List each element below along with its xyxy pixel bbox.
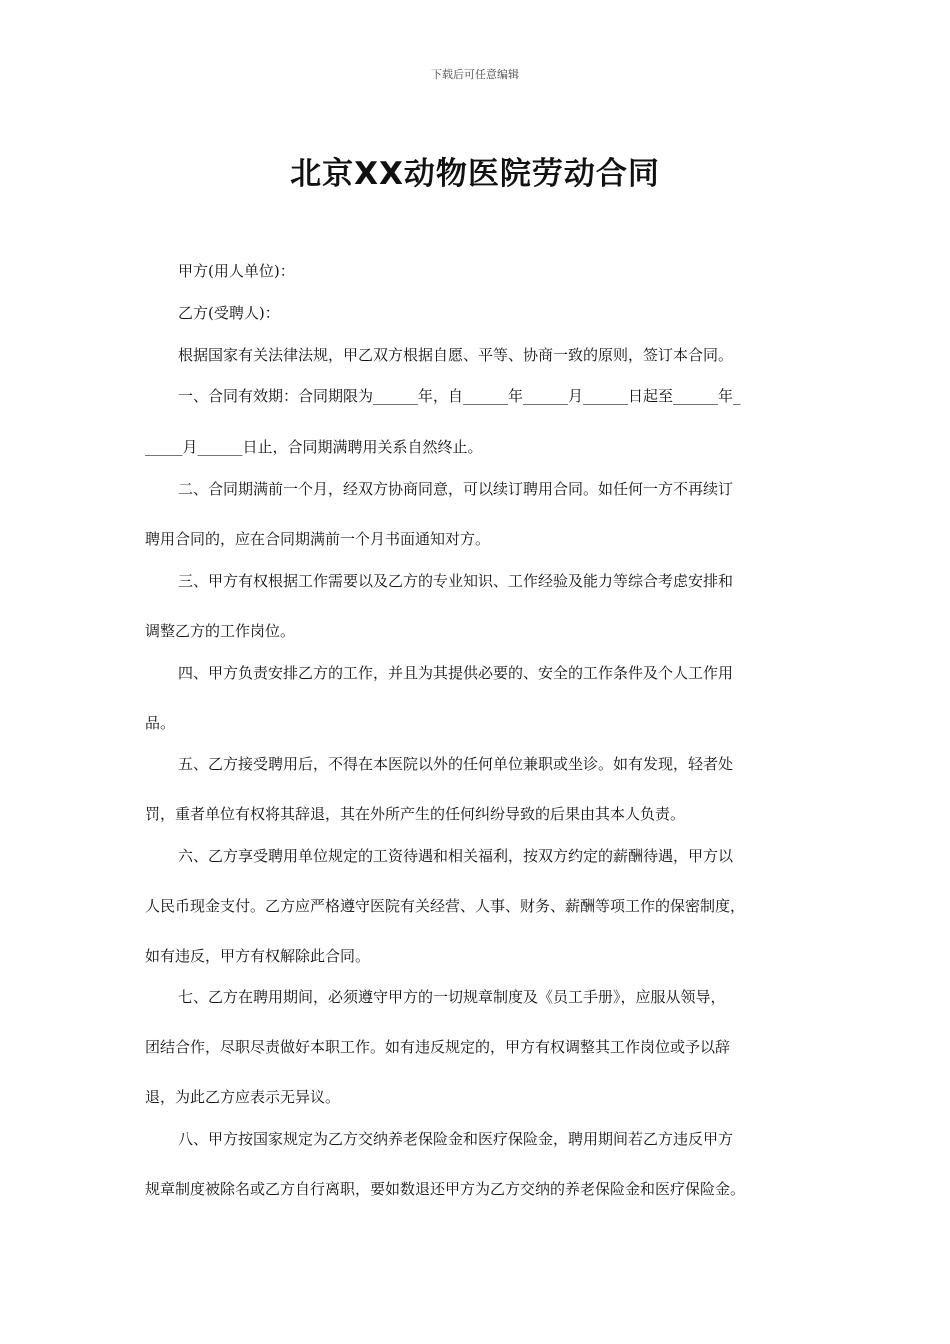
clause-7-line-2: 团结合作，尽职尽责做好本职工作。如有违反规定的，甲方有权调整其工作岗位或予以辞 — [145, 1038, 731, 1056]
page-header: 下载后可任意编辑 — [431, 68, 519, 81]
clause-4-line-1: 四、甲方负责安排乙方的工作，并且为其提供必要的、安全的工作条件及个人工作用 — [178, 664, 734, 682]
clause-3-line-2: 调整乙方的工作岗位。 — [145, 622, 296, 640]
clause-3-line-1: 三、甲方有权根据工作需要以及乙方的专业知识、工作经验及能力等综合考虑安排和 — [178, 572, 734, 590]
clause-1-line-1: 一、合同有效期：合同期限为______年，自______年______月______日起至______年_ — [178, 387, 741, 405]
party-a-line: 甲方(用人单位)： — [178, 262, 295, 280]
document-title: 北京XX动物医院劳动合同 — [290, 156, 660, 192]
clause-8-line-2: 规章制度被除名或乙方自行离职，要如数退还甲方为乙方交纳的养老保险金和医疗保险金。 — [145, 1180, 746, 1198]
clause-1-line-2: _____月______日止，合同期满聘用关系自然终止。 — [145, 438, 483, 456]
clause-5-line-2: 罚，重者单位有权将其辞退，其在外所产生的任何纠纷导致的后果由其本人负责。 — [145, 805, 686, 823]
clause-6-line-2: 人民币现金支付。乙方应严格遵守医院有关经营、人事、财务、薪酬等项工作的保密制度， — [145, 897, 746, 915]
clause-7-line-1: 七、乙方在聘用期间，必须遵守甲方的一切规章制度及《员工手册》，应服从领导， — [178, 988, 726, 1006]
clause-6-line-3: 如有违反，甲方有权解除此合同。 — [145, 947, 371, 965]
clause-4-line-2: 品。 — [145, 714, 176, 732]
preamble-line: 根据国家有关法律法规，甲乙双方根据自愿、平等、协商一致的原则，签订本合同。 — [178, 346, 734, 364]
clause-2-line-2: 聘用合同的，应在合同期满前一个月书面通知对方。 — [145, 530, 491, 548]
clause-5-line-1: 五、乙方接受聘用后，不得在本医院以外的任何单位兼职或坐诊。如有发现，轻者处 — [178, 755, 734, 773]
clause-7-line-3: 退，为此乙方应表示无异议。 — [145, 1088, 341, 1106]
clause-6-line-1: 六、乙方享受聘用单位规定的工资待遇和相关福利，按双方约定的薪酬待遇，甲方以 — [178, 847, 734, 865]
party-b-line: 乙方(受聘人)： — [178, 304, 280, 322]
clause-8-line-1: 八、甲方按国家规定为乙方交纳养老保险金和医疗保险金，聘用期间若乙方违反甲方 — [178, 1130, 734, 1148]
clause-2-line-1: 二、合同期满前一个月，经双方协商同意，可以续订聘用合同。如任何一方不再续订 — [178, 480, 734, 498]
